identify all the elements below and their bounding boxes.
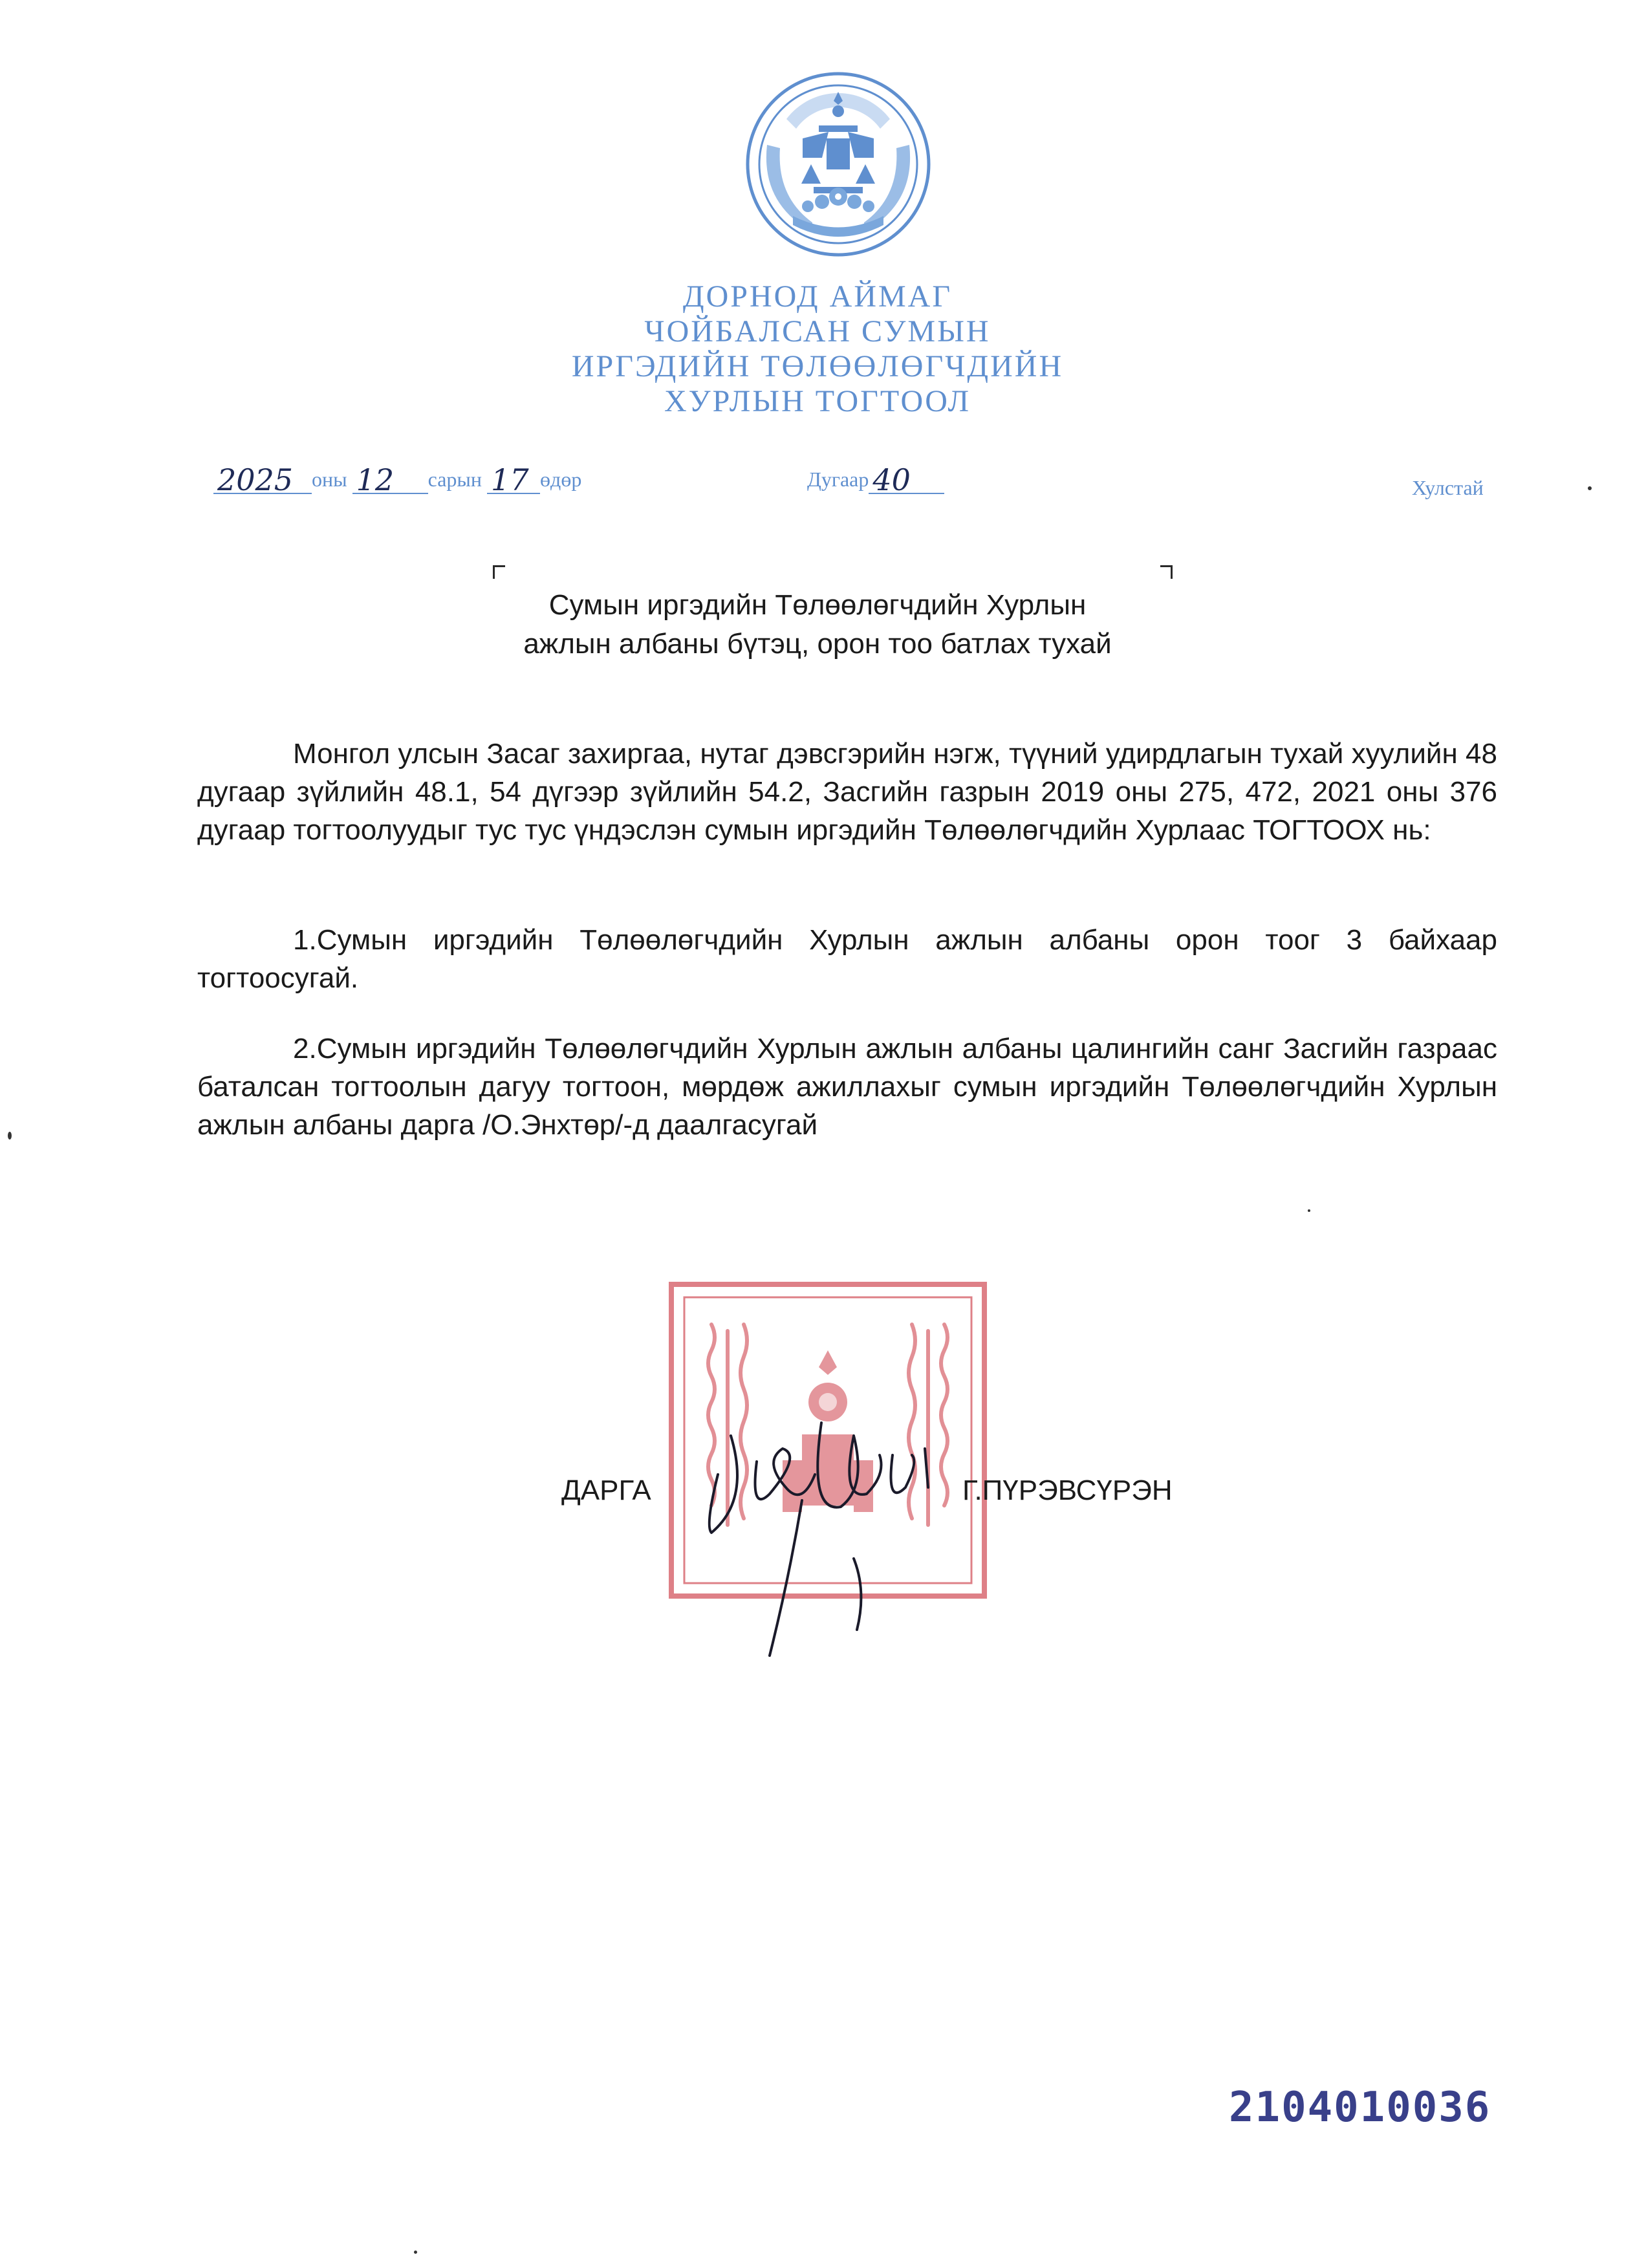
resolution-number xyxy=(807,462,944,497)
number-label: Дугаар xyxy=(807,468,869,491)
scan-speck xyxy=(1588,486,1592,490)
number-value: 40 xyxy=(869,467,944,494)
date-year-suffix: оны xyxy=(312,468,347,491)
document-header xyxy=(0,279,1635,419)
date-month-suffix: сарын xyxy=(428,468,482,491)
scan-speck xyxy=(8,1132,12,1139)
resolution-title xyxy=(0,586,1635,664)
title-corner-right xyxy=(1160,565,1173,579)
document-registration-number: 2104010036 xyxy=(1229,2084,1491,2132)
state-emblem-icon xyxy=(741,67,935,261)
item-2-paragraph: 2.Сумын иргэдийн Төлөөлөгчдийн Хурлын ажлын албаны цалингийн санг Засгийн газраас баталсан тогтоолын дагуу тогтоон, мөрдөж ажиллахыг сумын иргэдийн Төлөөлөгчдийн Хурлын ажлын албаны дарга /О.Энхтөр/-д даалгасугай xyxy=(197,1033,1497,1141)
header-line-sum: ЧОЙБАЛСАН СУМЫН xyxy=(644,314,991,349)
resolution-place: Хулстай xyxy=(1412,476,1484,499)
header-line-resolution: ХУРЛЫН ТОГТООЛ xyxy=(664,384,971,418)
date-month: 12 xyxy=(352,467,428,494)
handwritten-signature xyxy=(673,1397,951,1669)
date-year: 2025 xyxy=(213,467,312,494)
date-day: 17 xyxy=(487,467,540,494)
title-line-1: Сумын иргэдийн Төлөөлөгчдийн Хурлын xyxy=(548,589,1087,621)
preamble-paragraph: Монгол улсын Засаг захиргаа, нутаг дэвсгэрийн нэгж, түүний удирдлагын тухай хуулийн 48 дугаар зүйлийн 48.1, 54 дүгээр зүйлийн 54.2, Засгийн газрын 2019 оны 275, 472, 2021 оны 376 дугаар тогтоолуудыг тус тус үндэслэн сумын иргэдийн Төлөөлөгчдийн Хурлаас ТОГТООХ нь: xyxy=(197,738,1497,846)
date-day-suffix: өдөр xyxy=(540,468,582,491)
scan-speck xyxy=(414,2251,417,2254)
signatory-title: ДАРГА xyxy=(561,1474,651,1506)
title-line-2: ажлын албаны бүтэц, орон тоо батлах тухай xyxy=(523,628,1112,660)
header-line-council: ИРГЭДИЙН ТӨЛӨӨЛӨГЧДИЙН xyxy=(571,349,1064,383)
signatory-name: Г.ПҮРЭВСҮРЭН xyxy=(962,1474,1173,1506)
title-corner-left xyxy=(493,565,505,579)
scan-speck xyxy=(1308,1209,1310,1212)
header-line-aimag: ДОРНОД АЙМАГ xyxy=(682,279,953,314)
resolution-date xyxy=(213,462,582,497)
item-1-paragraph: 1.Сумын иргэдийн Төлөөлөгчдийн Хурлын ажлын албаны орон тоог 3 байхаар тогтоосугай. xyxy=(197,924,1497,994)
